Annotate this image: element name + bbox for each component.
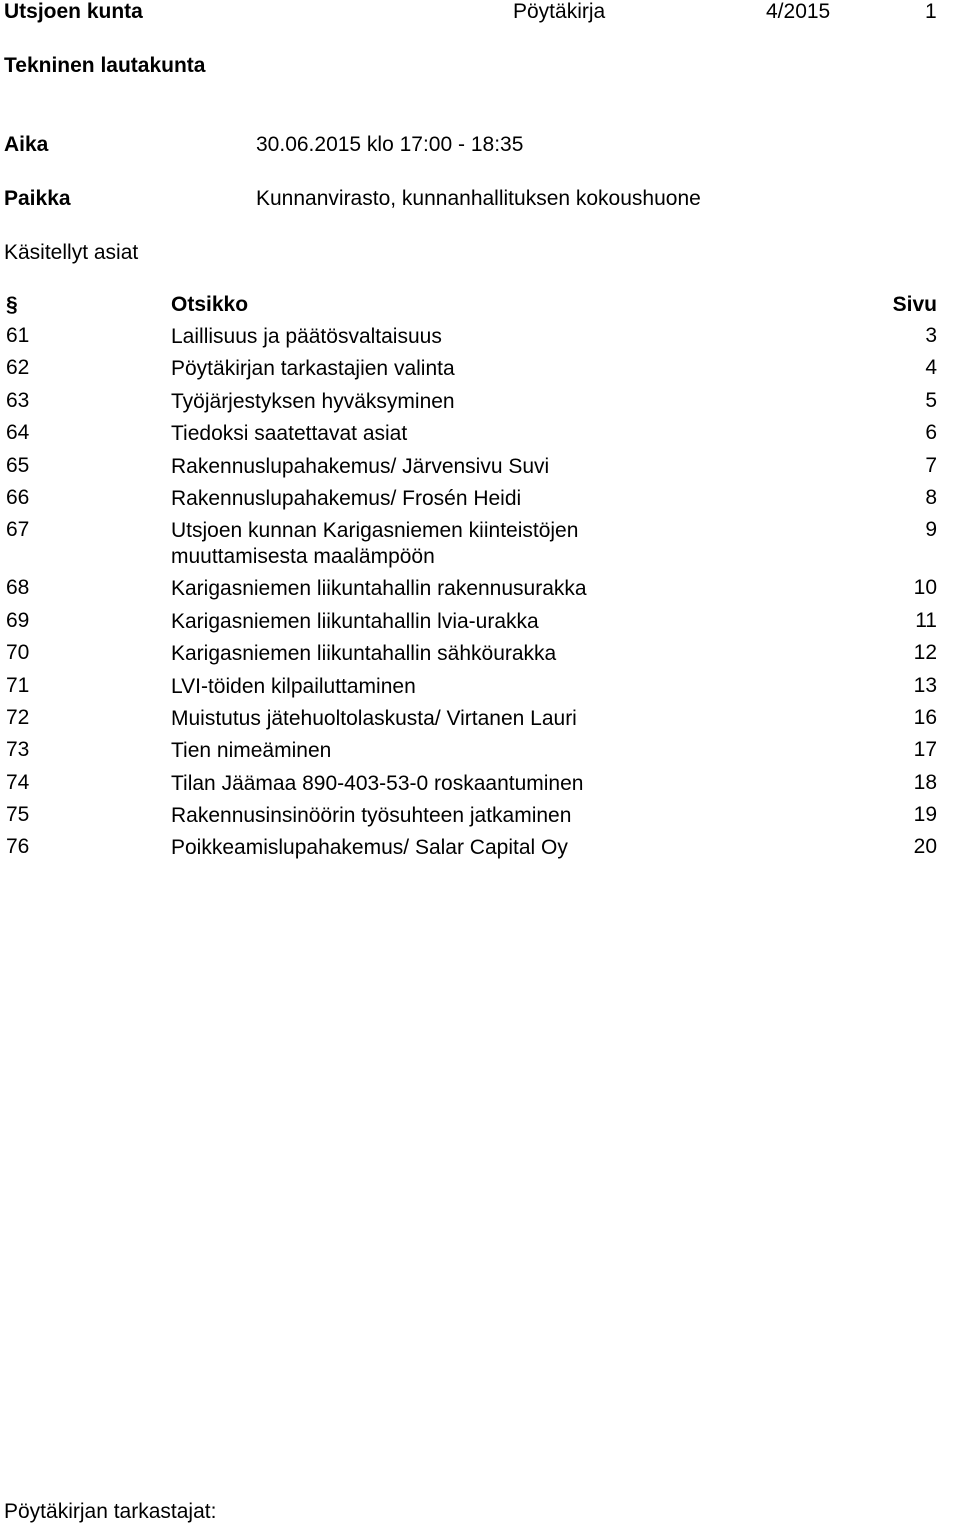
agenda-row	[0, 738, 960, 770]
item-title: Rakennusinsinöörin työsuhteen jatkaminen	[171, 804, 572, 828]
section-sign-icon: §	[6, 293, 18, 316]
place-value: Kunnanvirasto, kunnanhallituksen kokoushuone	[256, 187, 701, 210]
agenda-row	[0, 518, 960, 576]
committee-name: Tekninen lautakunta	[4, 54, 206, 77]
item-title: Poikkeamislupahakemus/ Salar Capital Oy	[171, 836, 568, 860]
agenda-row	[0, 641, 960, 673]
item-page: 4	[925, 356, 937, 380]
item-number: 65	[6, 453, 30, 477]
agenda-row	[0, 421, 960, 453]
time-label: Aika	[4, 133, 49, 156]
item-page: 11	[915, 608, 937, 632]
place-label: Paikka	[4, 187, 71, 210]
item-number: 64	[6, 421, 30, 445]
item-title: Pöytäkirjan tarkastajien valinta	[171, 357, 455, 381]
item-title: Tien nimeäminen	[171, 739, 332, 763]
agenda-row	[0, 706, 960, 738]
item-title: Rakennuslupahakemus/ Järvensivu Suvi	[171, 454, 550, 478]
agenda-row	[0, 803, 960, 835]
column-header-page: Sivu	[892, 293, 937, 316]
item-title: Muistutus jätehuoltolaskusta/ Virtanen Lauri	[171, 706, 577, 730]
item-number: 69	[6, 608, 30, 632]
item-number: 70	[6, 641, 30, 665]
item-title: Karigasniemen liikuntahallin rakennusurakka	[171, 577, 587, 601]
item-title: Laillisuus ja päätösvaltaisuus	[171, 325, 442, 348]
item-title: Tilan Jäämaa 890-403-53-0 roskaantuminen	[171, 771, 584, 795]
item-page: 10	[913, 576, 937, 600]
agenda-row	[0, 576, 960, 608]
item-title: LVI-töiden kilpailuttaminen	[171, 674, 416, 698]
column-header-title: Otsikko	[171, 293, 249, 316]
agenda-row	[0, 454, 960, 486]
item-number: 71	[6, 673, 30, 697]
agenda-row	[0, 771, 960, 803]
item-title: Utsjoen kunnan Karigasniemen kiinteistöjen muuttamisesta maalämpöön	[171, 519, 579, 568]
item-page: 7	[925, 453, 937, 477]
item-number: 68	[6, 576, 30, 600]
item-title: Rakennuslupahakemus/ Frosén Heidi	[171, 486, 522, 510]
item-page: 19	[913, 803, 937, 827]
item-number: 63	[6, 388, 30, 412]
item-page: 20	[913, 835, 937, 859]
item-title: Tiedoksi saatettavat asiat	[171, 422, 408, 446]
item-number: 75	[6, 803, 30, 827]
item-number: 61	[6, 324, 30, 347]
organization-name: Utsjoen kunta	[4, 0, 143, 23]
item-page: 12	[913, 641, 937, 665]
item-number: 74	[6, 770, 30, 794]
item-number: 72	[6, 705, 30, 729]
agenda-table	[0, 292, 960, 868]
page-number: 1	[925, 0, 937, 23]
agenda-row	[0, 674, 960, 706]
agenda-row	[0, 389, 960, 421]
minutes-checkers-label: Pöytäkirjan tarkastajat:	[4, 1500, 217, 1523]
agenda-heading: Käsitellyt asiat	[4, 241, 139, 264]
agenda-row	[0, 835, 960, 867]
agenda-row	[0, 486, 960, 518]
item-title: Karigasniemen liikuntahallin lvia-urakka	[171, 609, 539, 633]
agenda-rows	[0, 324, 960, 868]
agenda-row	[0, 609, 960, 641]
item-number: 76	[6, 835, 30, 859]
document-type: Pöytäkirja	[513, 0, 606, 23]
item-page: 17	[913, 738, 937, 762]
document-number: 4/2015	[766, 0, 831, 23]
item-number: 67	[6, 518, 30, 542]
agenda-row	[0, 356, 960, 388]
item-page: 9	[925, 518, 937, 542]
agenda-header-row	[0, 292, 960, 324]
time-value: 30.06.2015 klo 17:00 - 18:35	[256, 133, 524, 156]
agenda-row	[0, 324, 960, 356]
item-page: 18	[913, 770, 937, 794]
item-page: 5	[925, 388, 937, 412]
item-page: 3	[925, 324, 937, 347]
item-title: Työjärjestyksen hyväksyminen	[171, 389, 455, 413]
item-number: 62	[6, 356, 30, 380]
item-page: 8	[925, 485, 937, 509]
item-number: 66	[6, 485, 30, 509]
item-page: 6	[925, 421, 937, 445]
item-page: 16	[913, 705, 937, 729]
item-title: Karigasniemen liikuntahallin sähköurakka	[171, 642, 557, 666]
item-number: 73	[6, 738, 30, 762]
item-page: 13	[913, 673, 937, 697]
